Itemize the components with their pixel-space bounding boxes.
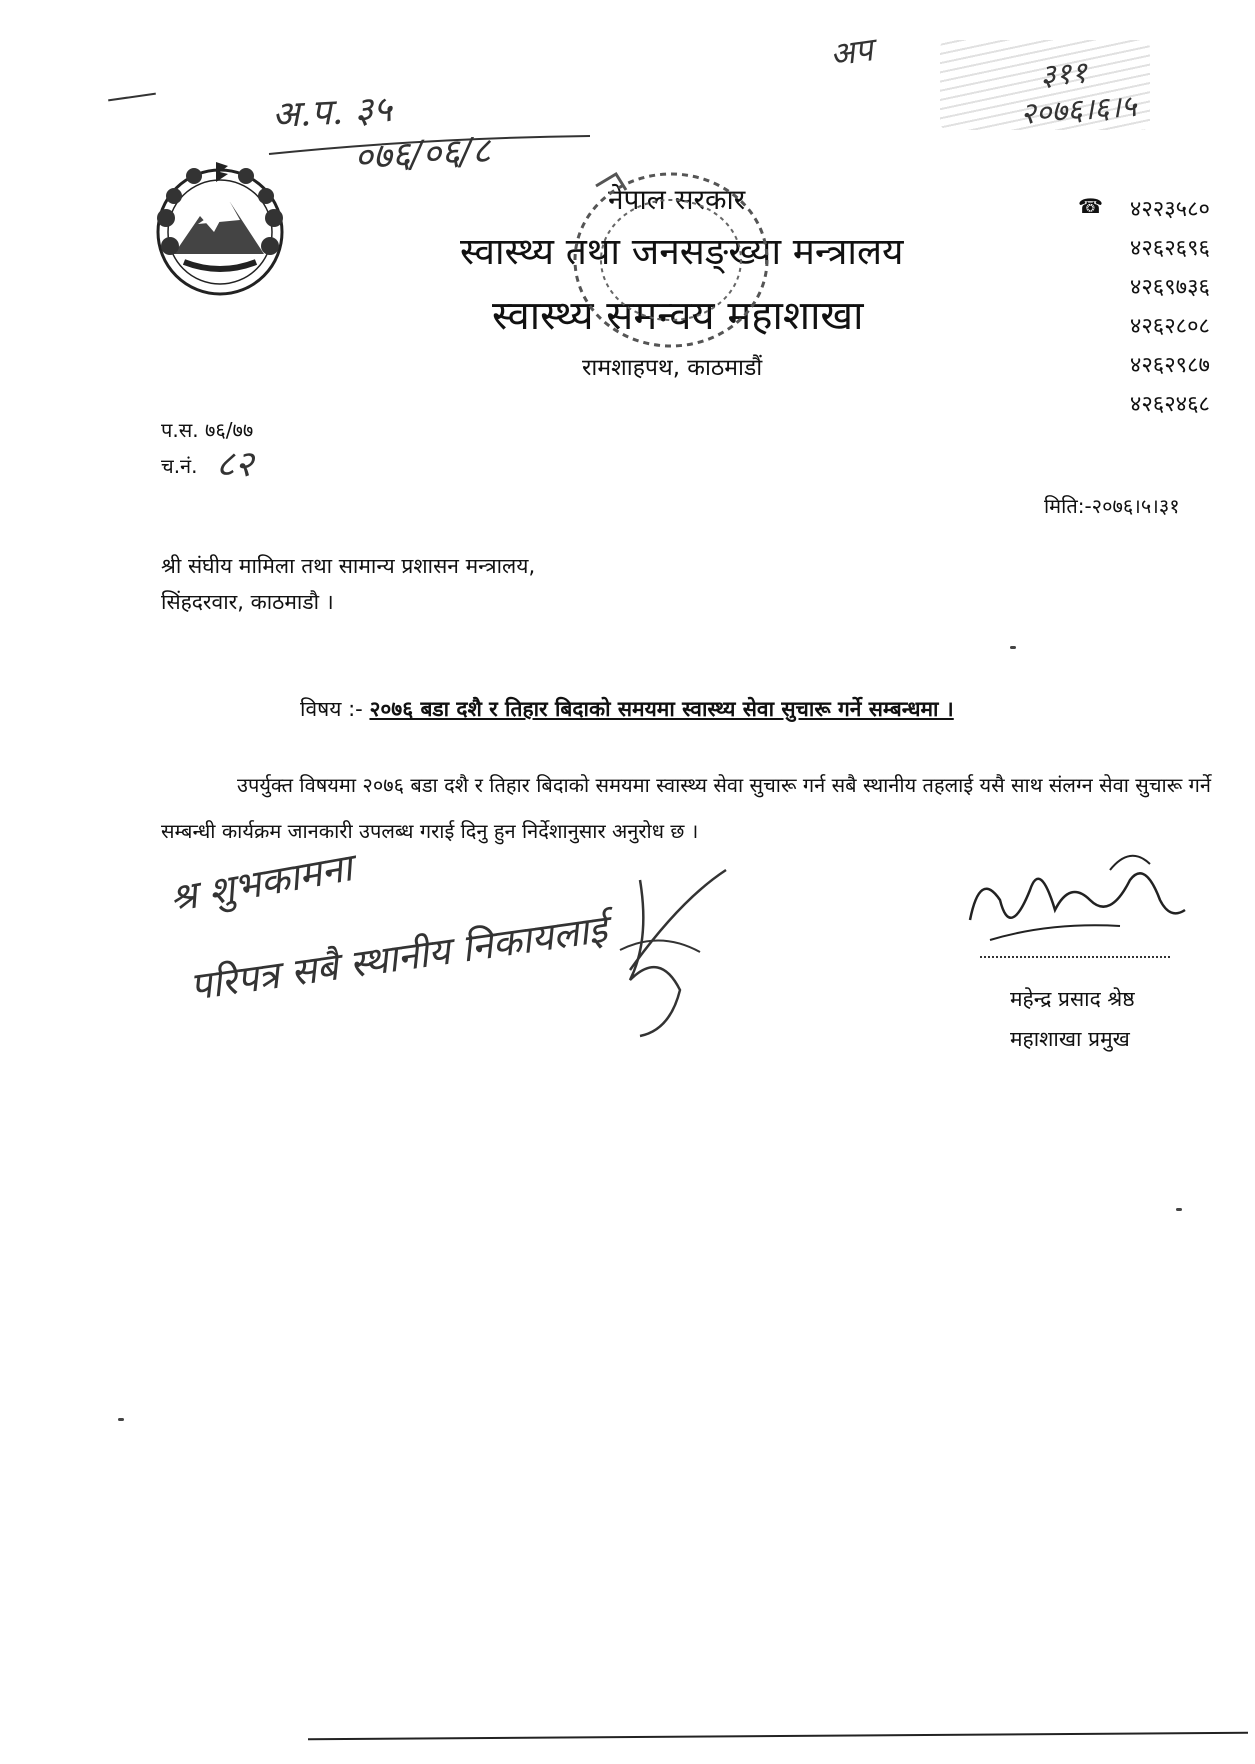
scan-speck (1010, 646, 1016, 649)
office-round-stamp (556, 160, 786, 360)
recipient-line-2: सिंहदरवार, काठमाडौ । (161, 590, 334, 614)
phone-number: ४२६२८०८ (1129, 314, 1210, 339)
government-name: नेपाल सरकार (608, 183, 746, 216)
phone-number: ४२६२४६८ (1129, 392, 1210, 417)
phone-number: ४२२३५८० (1129, 197, 1210, 222)
phone-number: ४२६९७३६ (1129, 275, 1210, 300)
handwritten-initial: अप (827, 30, 876, 74)
scan-speck (1176, 1208, 1182, 1211)
dispatch-number: ८२ (216, 444, 254, 485)
subject-text: २०७६ बडा दशै र तिहार बिदाको समयमा स्वास्थ्य सेवा सुचारू गर्ने सम्बन्धमा । (369, 697, 954, 721)
signature-line (980, 956, 1170, 958)
pen-mark (108, 93, 156, 102)
scan-speck (118, 1418, 124, 1421)
ministry-name: स्वास्थ्य तथा जनसङ्ख्या मन्त्रालय (460, 230, 904, 273)
division-name: स्वास्थ्य समन्वय महाशाखा (492, 293, 864, 339)
handwritten-registration-number: अ.प. ३५ (271, 88, 393, 137)
dispatch-label: च.नं. (161, 454, 198, 478)
handwritten-receipt-date: २०७६।६।५ (1019, 88, 1138, 133)
subject-line (300, 695, 954, 723)
signature (960, 840, 1190, 950)
page-bottom-rule (308, 1732, 1248, 1741)
handwritten-registration-date: ०७६/०६/८ (353, 130, 492, 179)
phone-icon: ☎ (1078, 194, 1103, 218)
body-paragraph: उपर्युक्त विषयमा २०७६ बडा दशै र तिहार बिदाको समयमा स्वास्थ्य सेवा सुचारू गर्न सबै स्थानीय तहलाई यसै साथ संलग्न सेवा सुचारू गर्ने सम्बन्धी कार्यक्रम जानकारी उपलब्ध गराई दिनु हुन निर्देशानुसार अनुरोध छ । (161, 773, 1211, 843)
signatory-name: महेन्द्र प्रसाद श्रेष्ठ (1010, 987, 1135, 1011)
handwritten-forward-note-2: परिपत्र सबै स्थानीय निकायलाई (187, 906, 610, 1009)
subject-label: विषय :- (300, 697, 363, 721)
letter-date: मिति:-२०७६।५।३१ (1044, 494, 1180, 518)
nepal-emblem (144, 158, 296, 308)
phone-number: ४२६२६९६ (1129, 236, 1210, 261)
recipient-line-1: श्री संघीय मामिला तथा सामान्य प्रशासन मन्त्रालय, (161, 554, 536, 578)
office-address: रामशाहपथ, काठमाडौं (582, 355, 763, 381)
handwritten-initials (600, 860, 730, 1040)
signatory-title: महाशाखा प्रमुख (1010, 1027, 1130, 1051)
phone-number: ४२६२९८७ (1129, 353, 1210, 378)
fiscal-year-ref: प.स. ७६/७७ (161, 418, 254, 442)
phone-list (1070, 190, 1210, 424)
handwritten-forward-note-1: श्र शुभकामना (166, 845, 356, 921)
handwritten-receipt-number: ३११ (1038, 55, 1089, 94)
